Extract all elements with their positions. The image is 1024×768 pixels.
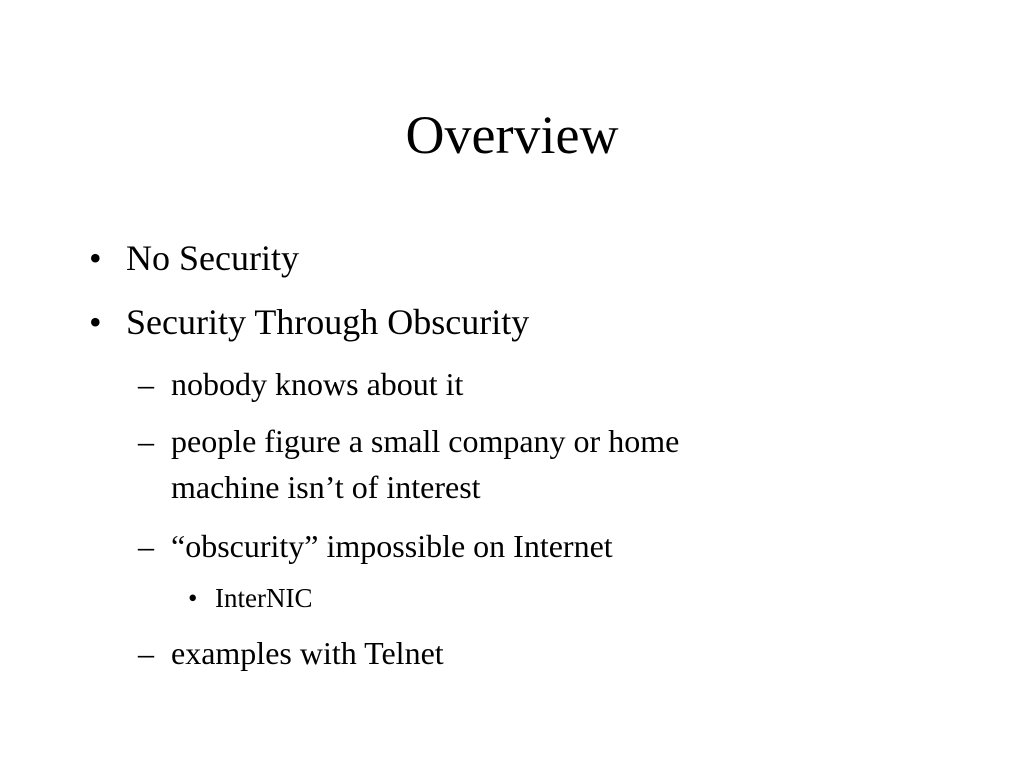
- bullet-marker: •: [89, 302, 102, 342]
- sub-bullet-item-examples-telnet: [138, 630, 444, 676]
- bullet-marker: •: [89, 238, 102, 278]
- dash-marker: –: [138, 423, 154, 459]
- sub-bullet-item-people-figure: [138, 418, 680, 510]
- sub-bullet-item-nobody-knows: [138, 361, 464, 407]
- sub-bullet-item-obscurity-impossible: [138, 523, 613, 569]
- dash-marker: –: [138, 366, 154, 402]
- bullet-marker: •: [188, 583, 198, 613]
- bullet-text: Security Through Obscurity: [126, 302, 530, 342]
- bullet-item-no-security: [89, 236, 299, 280]
- bullet-item-security-through-obscurity: [89, 300, 530, 344]
- sub-sub-bullet-text: InterNIC: [215, 583, 313, 613]
- sub-bullet-text-line1: people figure a small company or home: [171, 423, 680, 459]
- sub-bullet-text: nobody knows about it: [171, 366, 464, 402]
- slide-title: Overview: [405, 105, 619, 165]
- sub-bullet-text: examples with Telnet: [171, 635, 444, 671]
- sub-bullet-text-line2: machine isn’t of interest: [171, 469, 481, 505]
- dash-marker: –: [138, 635, 154, 671]
- sub-sub-bullet-item-internic: [188, 581, 313, 615]
- bullet-text: No Security: [126, 238, 299, 278]
- dash-marker: –: [138, 528, 154, 564]
- sub-bullet-text: “obscurity” impossible on Internet: [171, 528, 613, 564]
